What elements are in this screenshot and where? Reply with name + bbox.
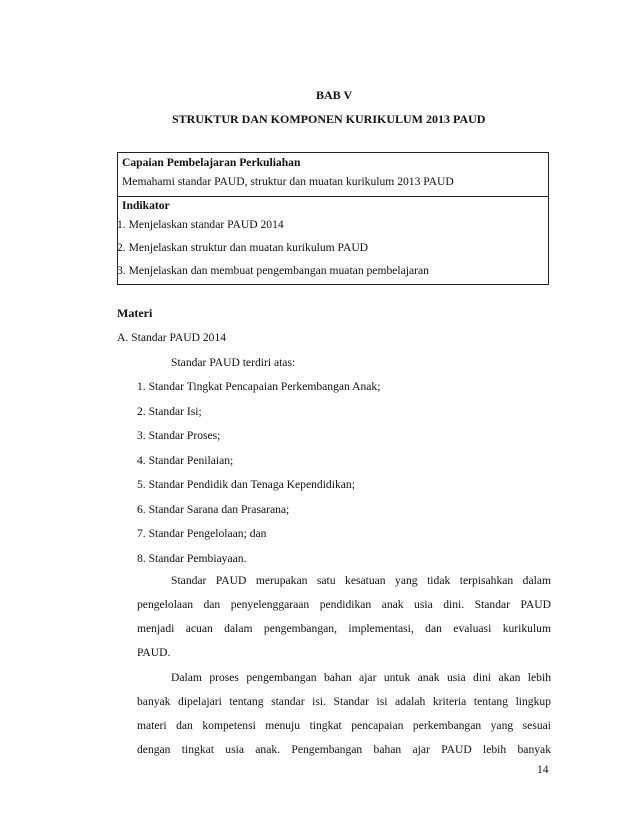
list-item: 7. Standar Pengelolaan; dan [137,527,267,540]
paragraph-line: materi dan kompetensi menuju tingkat pencapaian perkembangan yang sesuai [137,719,551,732]
list-item: 3. Standar Proses; [137,429,221,442]
capaian-heading: Capaian Pembelajaran Perkuliahan [122,156,301,169]
paragraph-line: banyak dipelajari tentang standar isi. Standar isi adalah kriteria tentang lingkup [137,695,551,708]
box-divider [118,196,548,197]
standar-intro: Standar PAUD terdiri atas: [171,356,296,369]
list-item: 2. Standar Isi; [137,405,202,418]
capaian-text: Memahami standar PAUD, struktur dan muatan kurikulum 2013 PAUD [122,175,454,188]
indikator-heading: Indikator [122,199,170,212]
materi-heading: Materi [117,306,153,320]
paragraph-line: pengelolaan dan penyelenggaraan pendidikan anak usia dini. Standar PAUD [137,598,551,611]
indikator-item: 3. Menjelaskan dan membuat pengembangan muatan pembelajaran [117,264,429,277]
paragraph-line: Dalam proses pengembangan bahan ajar untuk anak usia dini akan lebih [171,671,551,684]
list-item: 6. Standar Sarana dan Prasarana; [137,503,290,516]
section-a-heading: A. Standar PAUD 2014 [117,331,227,344]
list-item: 4. Standar Penilaian; [137,454,234,467]
paragraph-bahan-ajar [137,666,551,762]
indikator-item: 2. Menjelaskan struktur dan muatan kurikulum PAUD [117,241,369,254]
indikator-item: 1. Menjelaskan standar PAUD 2014 [117,218,284,231]
paragraph-line: PAUD. [137,646,171,659]
list-item: 5. Standar Pendidik dan Tenaga Kependidikan; [137,478,355,491]
list-item: 8. Standar Pembiayaan. [137,552,247,565]
chapter-title: STRUKTUR DAN KOMPONEN KURIKULUM 2013 PAUD [172,112,486,126]
paragraph-line: dengan tingkat usia anak. Pengembangan bahan ajar PAUD lebih banyak [137,743,551,756]
paragraph-standar-paud [137,569,551,665]
chapter-label: BAB V [316,88,353,102]
paragraph-line: Standar PAUD merupakan satu kesatuan yang tidak terpisahkan dalam [171,574,551,587]
list-item: 1. Standar Tingkat Pencapaian Perkembangan Anak; [137,380,381,393]
page-number: 14 [537,763,549,776]
paragraph-line: menjadi acuan dalam pengembangan, implementasi, dan evaluasi kurikulum [137,622,551,635]
